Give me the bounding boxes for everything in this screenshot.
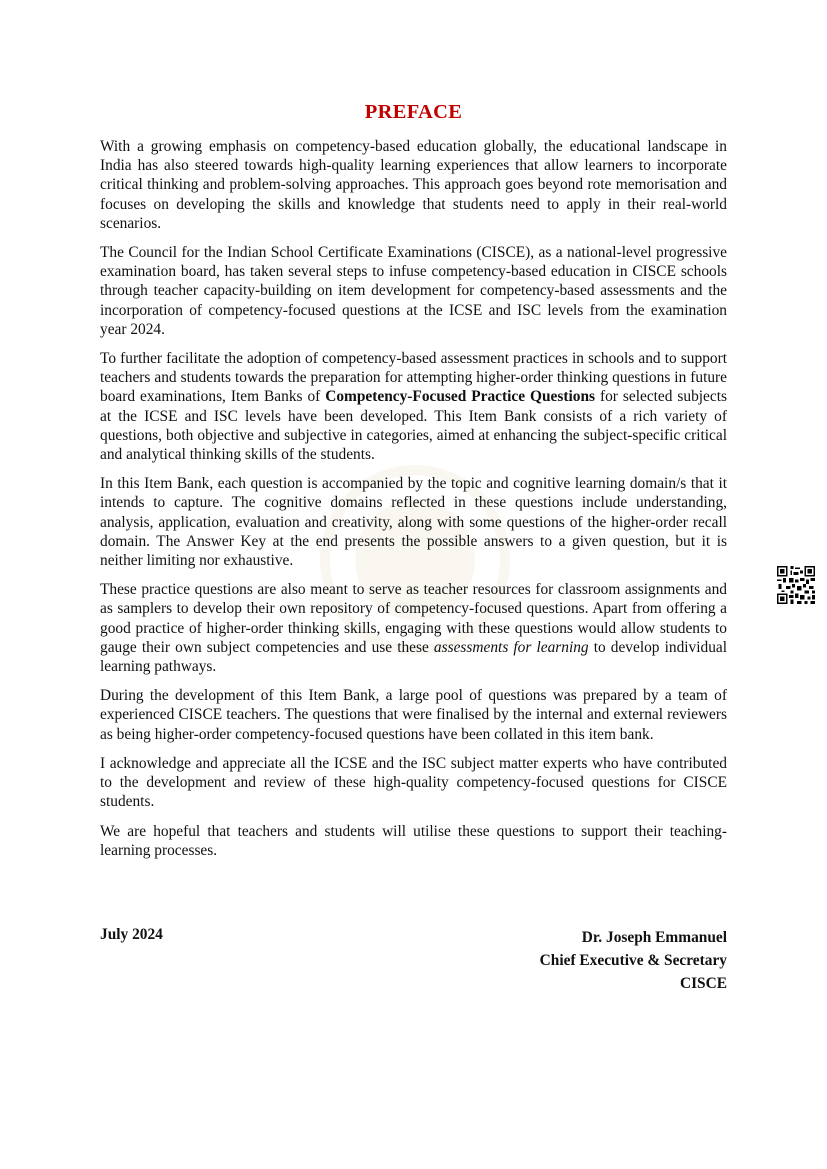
preface-body (100, 137, 727, 870)
paragraph-6: During the development of this Item Bank, a large pool of questions was prepared by a team of experienced CISCE teachers. The questions that were finalised by the internal and external reviewers as being higher-order competency-focused questions have been collated in this item bank. (100, 687, 727, 743)
paragraph-3-start: To further facilitate the adoption of competency-based assessment practices in schools and to support teachers and students towards the preparation for attempting higher-order thinking questions in future board examinations, Item Banks of (100, 350, 727, 406)
paragraph-8: We are hopeful that teachers and students will utilise these questions to support their teaching-learning processes. (100, 822, 727, 859)
paragraph-3-end: for selected subjects at the ICSE and ISC levels have been developed. This Item Bank consists of a rich variety of questions, both objective and subjective in categories, aimed at enhancing the subject-specific critical and analytical thinking skills of the students. (100, 388, 727, 464)
qr-code-icon[interactable] (777, 566, 815, 604)
page-title: PREFACE (364, 101, 463, 123)
paragraph-3 (100, 349, 727, 464)
signatory-title: Chief Executive & Secretary (539, 952, 727, 969)
paragraph-7: I acknowledge and appreciate all the ICSE and the ISC subject matter experts who have contributed to the development and review of these high-quality competency-focused questions for CISCE students. (100, 754, 727, 811)
paragraph-4: In this Item Bank, each question is accompanied by the topic and cognitive learning domain/s that it intends to capture. The cognitive domains reflected in these questions include understanding, analysis, application, evaluation and creativity, along with some questions of the higher-order recall domain. The Answer Key at the end presents the possible answers to a given question, but it is neither limiting nor exhaustive. (100, 475, 727, 570)
paragraph-5-start: These practice questions are also meant to serve as teacher resources for classroom assignments and as samplers to develop their own repository of competency-focused questions. Apart from offering a good practice of higher-order thinking skills, engaging with these questions would allow students to gauge their own subject competencies and use these (100, 581, 727, 656)
paragraph-5-italic: assessments for learning (433, 638, 589, 656)
signatory-organization: CISCE (679, 975, 727, 992)
signatory-name: Dr. Joseph Emmanuel (581, 929, 727, 946)
paragraph-2: The Council for the Indian School Certificate Examinations (CISCE), as a national-level progressive examination board, has taken several steps to infuse competency-based education in CISCE schools through teacher capacity-building on item development for competency-based assessments and the incorporation of competency-focused questions at the ICSE and ISC levels from the examination year 2024. (100, 244, 727, 338)
paragraph-3-bold: Competency-Focused Practice Questions (325, 388, 596, 406)
preface-date: July 2024 (100, 926, 163, 943)
paragraph-5 (100, 580, 727, 676)
signature-block (540, 926, 727, 995)
paragraph-1: With a growing emphasis on competency-based education globally, the educational landscape in India has also steered towards high-quality learning experiences that allow learners to incorporate critical thinking and problem-solving approaches. This approach goes beyond rote memorisation and focuses on developing the skills and knowledge that students need to apply in their real-world scenarios. (100, 138, 727, 232)
paragraph-5-end: to develop individual learning pathways. (100, 638, 728, 676)
